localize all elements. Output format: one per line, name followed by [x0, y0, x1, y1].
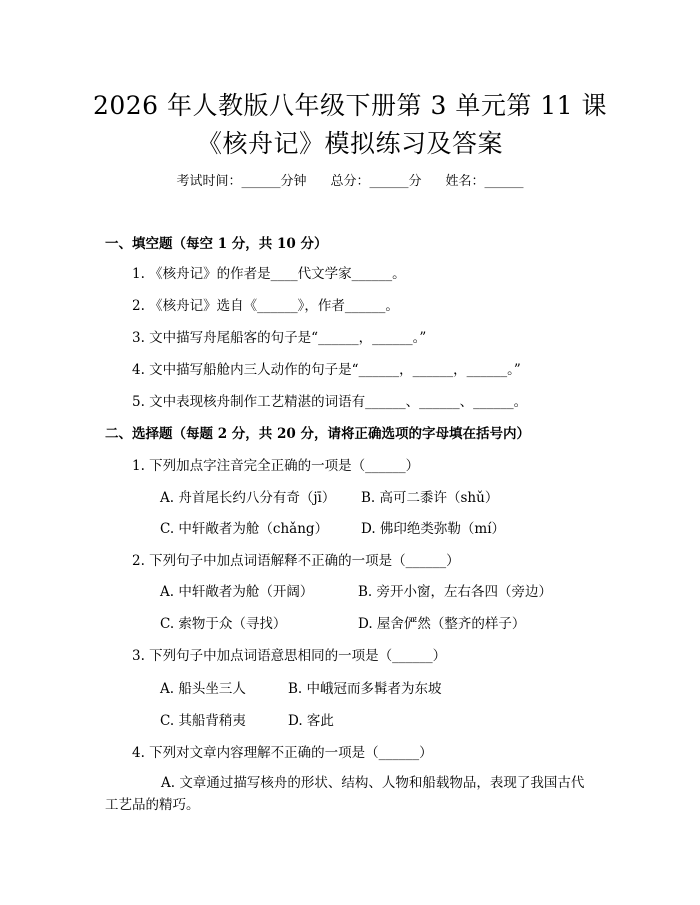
- choice-option: D. 客此: [288, 713, 334, 729]
- choice-option: A. 船头坐三人: [160, 681, 246, 697]
- fill-blank-question: 3. 文中描写舟尾船客的句子是“______，______。”: [132, 330, 427, 346]
- choice-option: A. 文章通过描写核舟的形状、结构、人物和船载物品，表现了我国古代工艺品的精巧。: [105, 775, 585, 813]
- page-title-line2: 《核舟记》模拟练习及答案: [196, 129, 503, 158]
- choice-option: C. 索物于众（寻找）: [160, 616, 287, 632]
- choice-question-stem: 1. 下列加点字注音完全正确的一项是（______）: [132, 458, 420, 474]
- choice-option: D. 屋舍俨然（整齐的样子）: [358, 616, 526, 632]
- choice-option: B. 高可二黍许（shǔ）: [361, 490, 499, 506]
- choice-question-stem: 3. 下列句子中加点词语意思相同的一项是（______）: [132, 648, 447, 664]
- fill-blank-question: 5. 文中表现核舟制作工艺精湛的词语有______、______、______。: [132, 394, 528, 410]
- choice-question-stem: 4. 下列对文章内容理解不正确的一项是（______）: [132, 745, 433, 761]
- exam-score-field: 总分：______分: [330, 174, 422, 189]
- fill-blank-question: 4. 文中描写船舱内三人动作的句子是“______，______，______。”: [132, 362, 521, 378]
- choice-option: C. 其船背稍夷: [160, 713, 246, 729]
- fill-blank-question: 1. 《核舟记》的作者是____代文学家______。: [132, 266, 406, 282]
- choice-option: B. 中峨冠而多髯者为东坡: [288, 681, 442, 697]
- fill-blank-question: 2. 《核舟记》选自《______》，作者______。: [132, 298, 399, 314]
- choice-option: A. 舟首尾长约八分有奇（jī）: [160, 490, 336, 506]
- exam-name-field: 姓名：______: [445, 174, 524, 189]
- section-heading-fill-blank: 一、填空题（每空 1 分，共 10 分）: [105, 236, 328, 252]
- section-heading-multiple-choice: 二、选择题（每题 2 分，共 20 分，请将正确选项的字母填在括号内）: [105, 426, 530, 442]
- exam-time-field: 考试时间：______分钟: [176, 174, 307, 189]
- page-title-line1: 2026 年人教版八年级下册第 3 单元第 11 课: [92, 91, 608, 120]
- choice-option: B. 旁开小窗，左右各四（旁边）: [358, 584, 553, 600]
- choice-question-stem: 2. 下列句子中加点词语解释不正确的一项是（______）: [132, 553, 460, 569]
- choice-option: A. 中轩敞者为舱（开阔）: [160, 584, 314, 600]
- exam-info: [0, 170, 700, 189]
- choice-option: D. 佛印绝类弥勒（mí）: [361, 521, 506, 537]
- choice-option: C. 中轩敞者为舱（chǎng）: [160, 521, 329, 537]
